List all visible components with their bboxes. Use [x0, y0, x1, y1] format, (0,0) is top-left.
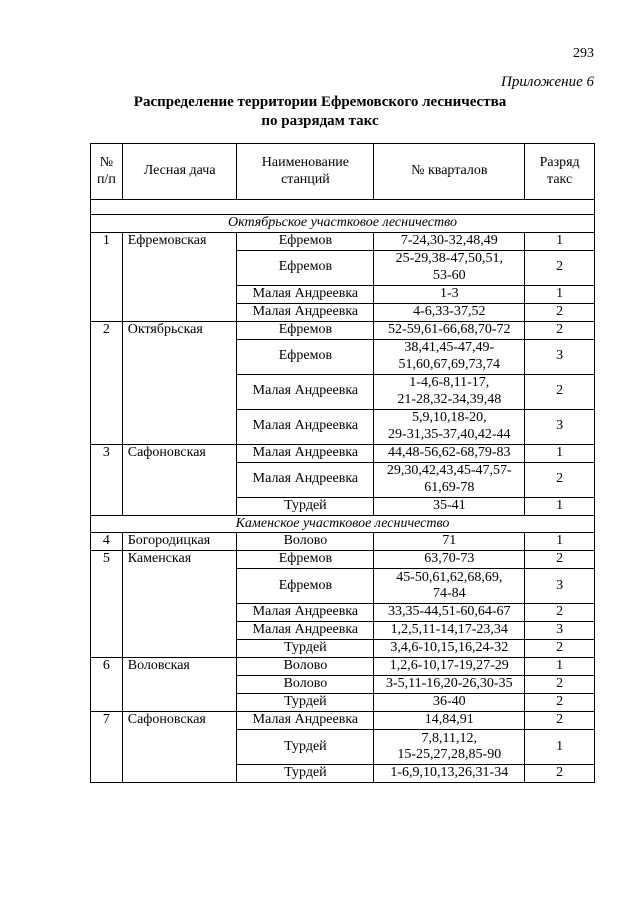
appendix-label: Приложение 6 [501, 74, 594, 90]
cell-rank: 3 [525, 339, 595, 374]
cell-station: Ефремов [237, 321, 374, 339]
cell-quarters: 44,48-56,62-68,79-83 [374, 444, 525, 462]
cell-quarters: 29,30,42,43,45-47,57- 61,69-78 [374, 462, 525, 497]
cell-station: Турдей [237, 640, 374, 658]
cell-quarters: 14,84,91 [374, 712, 525, 730]
cell-rank: 1 [525, 285, 595, 303]
cell-quarters: 71 [374, 533, 525, 551]
cell-quarters: 4-6,33-37,52 [374, 303, 525, 321]
group-row [91, 515, 595, 533]
cell-rank: 2 [525, 374, 595, 409]
cell-station: Турдей [237, 765, 374, 783]
group-row [91, 215, 595, 233]
cell-station: Турдей [237, 497, 374, 515]
title-line-1: Распределение территории Ефремовского лесничества [133, 94, 507, 110]
cell-station: Малая Андреевка [237, 303, 374, 321]
cell-rank: 2 [525, 551, 595, 569]
cell-quarters: 5,9,10,18-20, 29-31,35-37,40,42-44 [374, 409, 525, 444]
cell-num: 7 [91, 712, 123, 783]
cell-station: Ефремов [237, 250, 374, 285]
cell-rank: 2 [525, 321, 595, 339]
cell-num: 4 [91, 533, 123, 551]
cell-quarters: 63,70-73 [374, 551, 525, 569]
cell-station: Малая Андреевка [237, 462, 374, 497]
cell-station: Турдей [237, 730, 374, 765]
header-station: Наименование станций [237, 144, 374, 200]
cell-num: 1 [91, 232, 123, 321]
cell-num: 2 [91, 321, 123, 444]
cell-num: 6 [91, 658, 123, 712]
cell-quarters: 3,4,6-10,15,16,24-32 [374, 640, 525, 658]
header-quarters: № кварталов [374, 144, 525, 200]
cell-quarters: 1-4,6-8,11-17, 21-28,32-34,39,48 [374, 374, 525, 409]
header-dacha: Лесная дача [122, 144, 237, 200]
cell-quarters: 36-40 [374, 694, 525, 712]
cell-quarters: 25-29,38-47,50,51, 53-60 [374, 250, 525, 285]
header-rank: Разряд такс [525, 144, 595, 200]
cell-quarters: 7,8,11,12, 15-25,27,28,85-90 [374, 730, 525, 765]
cell-rank: 3 [525, 622, 595, 640]
cell-rank: 2 [525, 712, 595, 730]
cell-quarters: 1-6,9,10,13,26,31-34 [374, 765, 525, 783]
table-row [91, 533, 595, 551]
cell-quarters: 33,35-44,51-60,64-67 [374, 604, 525, 622]
cell-station: Малая Андреевка [237, 285, 374, 303]
cell-rank: 2 [525, 765, 595, 783]
header-num: № п/п [91, 144, 123, 200]
table-body [91, 215, 595, 783]
cell-num: 3 [91, 444, 123, 515]
cell-rank: 2 [525, 462, 595, 497]
table-row [91, 551, 595, 569]
cell-rank: 2 [525, 694, 595, 712]
cell-rank: 2 [525, 303, 595, 321]
cell-rank: 1 [525, 497, 595, 515]
cell-station: Малая Андреевка [237, 622, 374, 640]
cell-quarters: 7-24,30-32,48,49 [374, 232, 525, 250]
cell-station: Малая Андреевка [237, 409, 374, 444]
cell-dacha: Каменская [122, 551, 237, 658]
cell-quarters: 3-5,11-16,20-26,30-35 [374, 676, 525, 694]
table-row [91, 658, 595, 676]
cell-station: Малая Андреевка [237, 604, 374, 622]
cell-rank: 2 [525, 640, 595, 658]
table-row [91, 232, 595, 250]
document-title [0, 93, 640, 131]
cell-dacha: Ефремовская [122, 232, 237, 321]
cell-station: Волово [237, 676, 374, 694]
table-row [91, 321, 595, 339]
cell-dacha: Сафоновская [122, 712, 237, 783]
cell-station: Малая Андреевка [237, 712, 374, 730]
cell-rank: 1 [525, 444, 595, 462]
cell-dacha: Октябрьская [122, 321, 237, 444]
cell-rank: 3 [525, 569, 595, 604]
header-row [91, 144, 595, 200]
table-row [91, 712, 595, 730]
blank-row [91, 200, 595, 215]
cell-rank: 3 [525, 409, 595, 444]
table-row [91, 444, 595, 462]
cell-station: Ефремов [237, 551, 374, 569]
group-title: Октябрьское участковое лесничество [91, 215, 595, 233]
cell-station: Малая Андреевка [237, 374, 374, 409]
cell-station: Малая Андреевка [237, 444, 374, 462]
cell-quarters: 1,2,5,11-14,17-23,34 [374, 622, 525, 640]
cell-dacha: Сафоновская [122, 444, 237, 515]
cell-station: Волово [237, 658, 374, 676]
cell-dacha: Воловская [122, 658, 237, 712]
cell-quarters: 35-41 [374, 497, 525, 515]
cell-quarters: 1-3 [374, 285, 525, 303]
cell-rank: 1 [525, 658, 595, 676]
cell-quarters: 52-59,61-66,68,70-72 [374, 321, 525, 339]
group-title: Каменское участковое лесничество [91, 515, 595, 533]
blank-cell [91, 200, 595, 215]
cell-rank: 2 [525, 250, 595, 285]
cell-rank: 2 [525, 604, 595, 622]
cell-rank: 1 [525, 533, 595, 551]
cell-rank: 2 [525, 676, 595, 694]
cell-dacha: Богородицкая [122, 533, 237, 551]
cell-quarters: 45-50,61,62,68,69, 74-84 [374, 569, 525, 604]
cell-quarters: 1,2,6-10,17-19,27-29 [374, 658, 525, 676]
cell-quarters: 38,41,45-47,49- 51,60,67,69,73,74 [374, 339, 525, 374]
cell-station: Ефремов [237, 339, 374, 374]
cell-rank: 1 [525, 232, 595, 250]
page-number: 293 [573, 46, 594, 61]
cell-station: Ефремов [237, 569, 374, 604]
forestry-table [90, 143, 595, 783]
cell-station: Турдей [237, 694, 374, 712]
cell-station: Волово [237, 533, 374, 551]
title-line-2: по разрядам такс [261, 113, 379, 129]
cell-station: Ефремов [237, 232, 374, 250]
cell-rank: 1 [525, 730, 595, 765]
cell-num: 5 [91, 551, 123, 658]
